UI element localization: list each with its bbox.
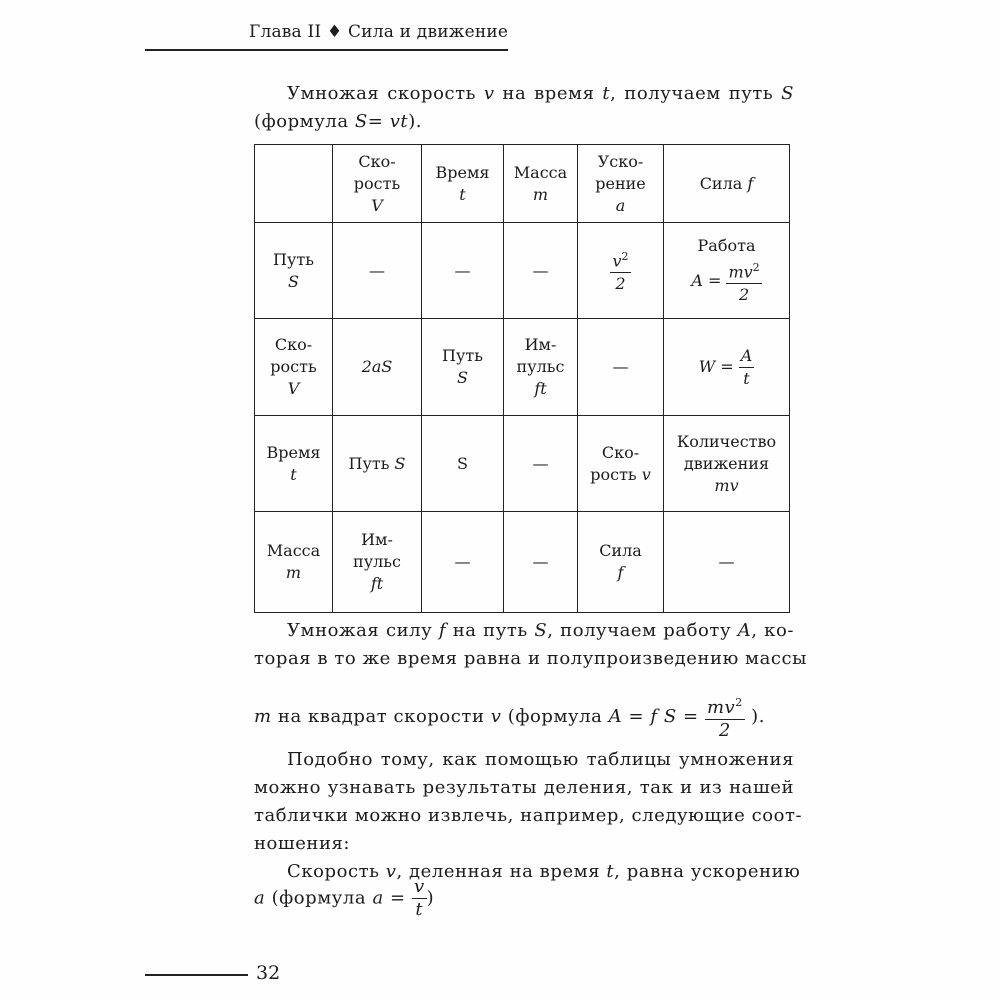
cell-speed-accel: —: [578, 319, 664, 416]
table-row-mass: [255, 512, 790, 613]
cell-path-accel: [578, 223, 664, 319]
cell-path-force: Работа A = $\frac{mv^2}{2}$: [664, 223, 790, 319]
col-header-speed: Ско- рость V: [333, 145, 422, 223]
table-row-path: [255, 223, 790, 319]
cell-speed-speed: 2aS: [333, 319, 422, 416]
cell-path-time: —: [422, 223, 504, 319]
cell-speed-force: W = $\frac{A}{t}$: [664, 319, 790, 416]
cell-speed-time: Путь S: [422, 319, 504, 416]
col-header-acceleration: Уско- рение a: [578, 145, 664, 223]
cell-path-speed: —: [333, 223, 422, 319]
paragraph-3-line-2: можно узнавать результаты деления, так и из нашей: [254, 777, 794, 798]
paragraph-3-line-1: Подобно тому, как помощью таблицы умножения: [287, 749, 794, 770]
cell-mass-speed: Им- пульс ft: [333, 512, 422, 613]
fraction-v2-over-2: $\frac{v^2}{2}$: [610, 246, 630, 295]
cell-path-mass: —: [504, 223, 578, 319]
page-number: 32: [256, 962, 281, 984]
cell-time-force: Количество движения mv: [664, 416, 790, 512]
footer-rule: [145, 974, 248, 976]
table-row-time: [255, 416, 790, 512]
paragraph-2: [254, 617, 808, 673]
cell-mass-mass: —: [504, 512, 578, 613]
row-header-speed: Ско- рость V: [255, 319, 333, 416]
paragraph-1-line-2: (формула S= vt).: [254, 111, 423, 132]
paragraph-1: [254, 80, 794, 136]
col-header-time: Время t: [422, 145, 504, 223]
table-row-speed: [255, 319, 790, 416]
header-rule: [145, 49, 508, 51]
cell-mass-time: —: [422, 512, 504, 613]
paragraph-3: [254, 746, 803, 886]
paragraph-2-line-1: Умножая силу f на путь S, получаем работу A, ко-: [287, 620, 794, 641]
paragraph-3-line-3: таблички можно извлечь, например, следующие соот-: [254, 805, 803, 826]
cell-time-accel: Ско- рость v: [578, 416, 664, 512]
table-header-row: [255, 145, 790, 223]
col-header-mass: Масса m: [504, 145, 578, 223]
cell-time-time: S: [422, 416, 504, 512]
cell-time-speed: Путь S: [333, 416, 422, 512]
paragraph-3-line-4: ношения:: [254, 833, 351, 854]
row-header-mass: Масса m: [255, 512, 333, 613]
paragraph-3-formula-line: a (формула a = $\frac{v}{t}$ ): [254, 876, 435, 920]
paragraph-2-line-2: торая в то же время равна и полупроизведению массы: [254, 648, 808, 669]
fraction-a-over-t: $\frac{A}{t}$: [740, 345, 753, 388]
cell-mass-accel: Сила f: [578, 512, 664, 613]
row-header-time: Время t: [255, 416, 333, 512]
paragraph-1-line-1: Умножая скорость v на время t, получаем путь S: [287, 83, 794, 104]
cell-time-mass: —: [504, 416, 578, 512]
physics-multiplication-table: [254, 144, 790, 613]
cell-speed-mass: Им- пульс ft: [504, 319, 578, 416]
paragraph-2-formula-line: m на квадрат скорости v (формула A = f S = $\frac{mv^2}{2}$ ).: [254, 692, 794, 742]
fraction-mv2-over-2-inline: $\frac{mv^2}{2}$: [705, 692, 745, 742]
paragraph-3-line-5: Скорость v, деленная на время t, равна ускорению: [287, 861, 801, 882]
row-header-path: Путь S: [255, 223, 333, 319]
table-corner-cell: [255, 145, 333, 223]
cell-mass-force: —: [664, 512, 790, 613]
fraction-mv2-over-2: $\frac{mv^2}{2}$: [726, 257, 761, 306]
col-header-force: Сила f: [664, 145, 790, 223]
running-header: Глава II ♦ Сила и движение: [249, 22, 509, 42]
fraction-v-over-t: $\frac{v}{t}$: [413, 876, 425, 920]
